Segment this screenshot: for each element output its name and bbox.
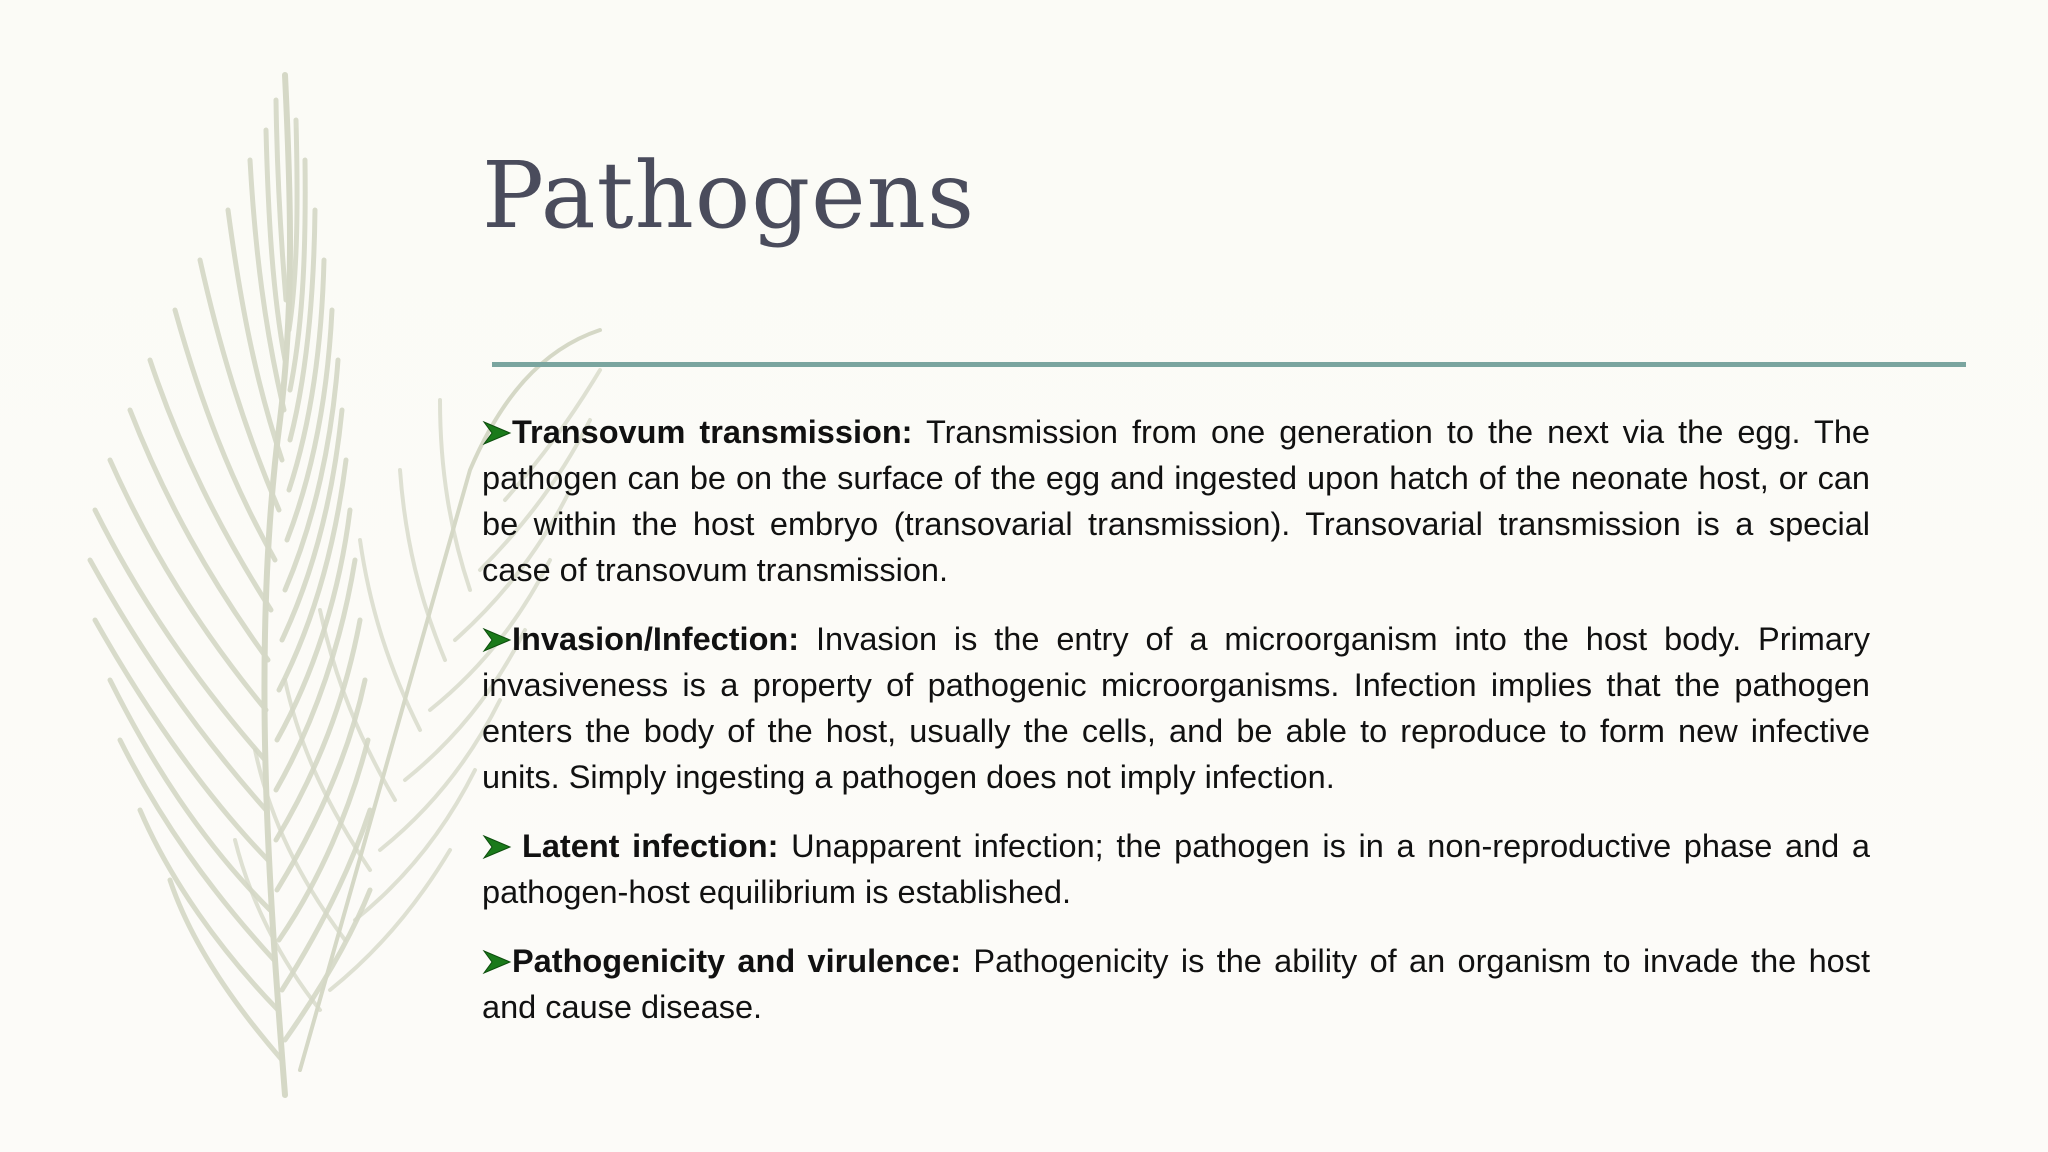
bullet-item [482, 616, 1870, 800]
bullet-text: Transmission from one generation to the next via the egg. The pathogen can be on the surface of the egg and ingested upon hatch of the neonate host, or can be within the host embryo (transovarial transmission). Transovarial transmission is a special case of transovum transmission. [482, 414, 1871, 588]
bullet-term: Latent infection: [522, 828, 779, 864]
bullet-term: Pathogenicity and virulence: [512, 943, 962, 979]
arrowhead-bullet-icon [482, 949, 512, 975]
bullet-text: Pathogenicity is the ability of an organism to invade the host and cause disease. [482, 943, 1870, 1025]
bullet-term: Transovum transmission: [512, 414, 913, 450]
bullet-item [482, 938, 1870, 1030]
bullet-text: Unapparent infection; the pathogen is in a non-reproductive phase and a pathogen-host equilibrium is established. [482, 828, 1870, 910]
slide-body [482, 409, 1870, 1053]
arrowhead-bullet-icon [482, 420, 512, 446]
bullet-text: Invasion is the entry of a microorganism into the host body. Primary invasiveness is a property of pathogenic microorganisms. Infection implies that the pathogen enters the body of the host, usually the cells, and be able to reproduce to form new infective units. Simply ingesting a pathogen does not imply infection. [482, 621, 1870, 795]
bullet-item [482, 409, 1870, 593]
title-divider [492, 362, 1966, 367]
bullet-term: Invasion/Infection: [512, 621, 800, 657]
arrowhead-bullet-icon [482, 834, 512, 860]
bullet-item [482, 823, 1870, 915]
arrowhead-bullet-icon [482, 627, 512, 653]
slide-title: Pathogens [482, 142, 976, 249]
